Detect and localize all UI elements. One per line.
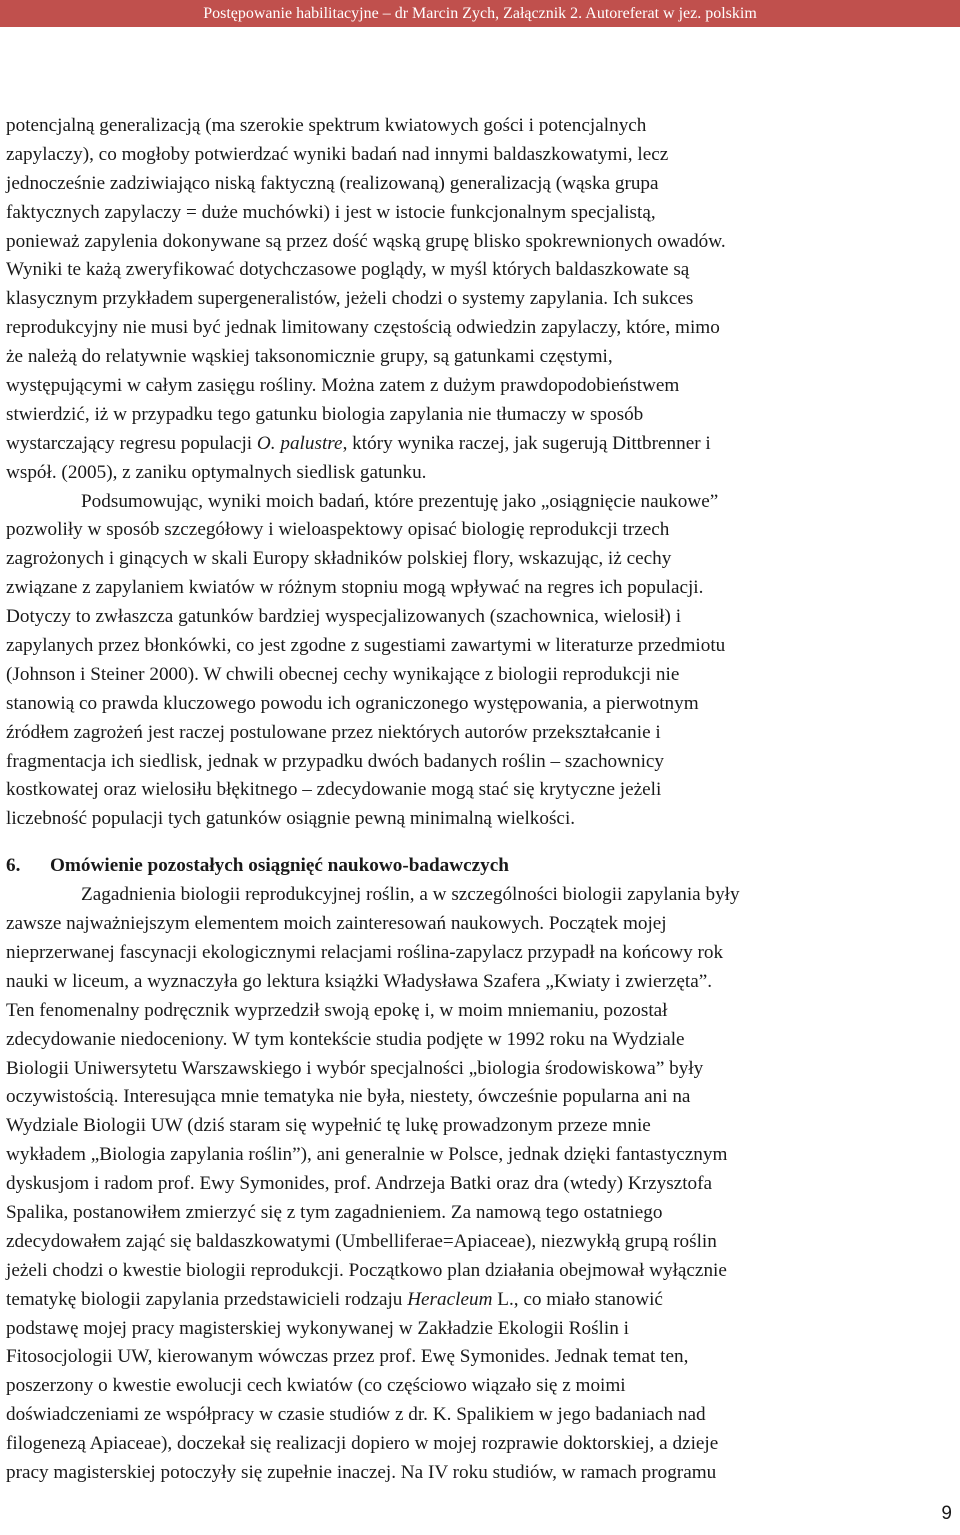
text-line: fragmentacja ich siedlisk, jednak w przypadku dwóch badanych roślin – szachownicy [6, 750, 665, 772]
text-segment: tematykę biologii zapylania przedstawicieli rodzaju [6, 1288, 408, 1310]
document-header [0, 0, 960, 27]
text-line: pracy magisterskiej potoczyły się zupełnie inaczej. Na IV roku studiów, w ramach programu [6, 1461, 717, 1483]
text-line: zawsze najważniejszym elementem moich zainteresowań naukowych. Początek mojej [6, 913, 667, 935]
text-line: występującymi w całym zasięgu rośliny. Można zatem z dużym prawdopodobieństwem [6, 375, 680, 397]
text-line: wykładem „Biologia zapylania roślin”), ani generalnie w Polsce, jednak dzięki fantastycznym [6, 1144, 728, 1166]
text-line: jednocześnie zadziwiająco niską faktyczną (realizowaną) generalizacją (wąska grupa [6, 172, 659, 194]
text-line: jeżeli chodzi o kwestie biologii reprodukcji. Początkowo plan działania obejmował wyłącznie [6, 1259, 727, 1281]
text-line: nauki w liceum, a wyznaczyła go lektura książki Władysława Szafera „Kwiaty i zwierzęta”. [6, 970, 713, 992]
text-line: Wyniki te każą zweryfikować dotychczasowe poglądy, w myśl których baldaszkowate są [6, 259, 690, 281]
text-segment: L., co miało stanowić [492, 1288, 663, 1310]
text-line: klasycznym przykładem supergeneralistów, jeżeli chodzi o systemy zapylania. Ich sukces [6, 288, 694, 310]
text-line: Fitosocjologii UW, kierowanym wówczas przez prof. Ewę Symonides. Jednak temat ten, [6, 1346, 689, 1368]
text-line: nieprzerwanej fascynacji ekologicznymi relacjami roślina-zapylacz przypadł na końcowy rok [6, 941, 724, 963]
section-title: Omówienie pozostałych osiągnięć naukowo-badawczych [50, 855, 509, 877]
species-name: O. palustre [256, 432, 343, 454]
paragraph-pollination-generalization [6, 112, 954, 488]
text-segment: wystarczający regresu populacji [6, 432, 257, 454]
text-line-with-species [6, 430, 954, 459]
text-line: dyskusjom i radom prof. Ewy Symonides, prof. Andrzeja Batki oraz dra (wtedy) Krzysztofa [6, 1173, 713, 1195]
text-line: (Johnson i Steiner 2000). W chwili obecnej cechy wynikające z biologii reprodukcji nie [6, 663, 680, 685]
text-line: doświadczeniami ze współpracy w czasie studiów z dr. K. Spalikiem w jego badaniach nad [6, 1404, 706, 1426]
text-line: filogenezą Apiaceae), doczekał się realizacji dopiero w mojej rozprawie doktorskiej, a dzieje [6, 1433, 719, 1455]
text-line: pozwoliły w sposób szczegółowy i wieloaspektowy opisać biologię reprodukcji trzech [6, 519, 670, 541]
text-line: podstawę mojej pracy magisterskiej wykonywanej w Zakładzie Ekologii Roślin i [6, 1317, 629, 1339]
text-line: współ. (2005), z zaniku optymalnych siedlisk gatunku. [6, 461, 427, 483]
text-line: reprodukcyjny nie musi być jednak limitowany częstością odwiedzin zapylaczy, które, mimo [6, 317, 720, 339]
text-line: zagrożonych i ginących w skali Europy składników polskiej flory, wskazując, iż cechy [6, 548, 672, 570]
text-line: potencjalną generalizacją (ma szerokie spektrum kwiatowych gości i potencjalnych [6, 115, 647, 136]
text-line: zdecydowałem zająć się baldaszkowatymi (Umbelliferae=Apiaceae), niezwykłą grupą roślin [6, 1230, 717, 1252]
text-line: stwierdzić, iż w przypadku tego gatunku biologia zapylania nie tłumaczy w sposób [6, 403, 644, 425]
section-spacer [6, 834, 954, 852]
text-line: stanowią co prawda kluczowego powodu ich ograniczonego występowania, a pierwotnym [6, 692, 699, 714]
text-line: zapylaczy), co mogłoby potwierdzać wyniki badań nad innymi baldaszkowatymi, lecz [6, 143, 669, 165]
text-line-with-genus [6, 1286, 954, 1315]
paragraph-research-background [6, 881, 954, 1488]
page-number: 9 [941, 1503, 952, 1524]
section-heading [6, 852, 954, 881]
text-line: faktycznych zapylaczy = duże muchówki) i jest w istocie funkcjonalnym specjalistą, [6, 201, 656, 223]
text-line: liczebność populacji tych gatunków osiągnie pewną minimalną wielkości. [6, 808, 576, 830]
paragraph-summary [6, 488, 954, 835]
header-title: Postępowanie habilitacyjne – dr Marcin Zych, Załącznik 2. Autoreferat w jez. polskim [203, 5, 757, 22]
text-line: zapylanych przez błonkówki, co jest zgodne z sugestiami zawartymi w literaturze przedmiotu [6, 635, 726, 657]
text-line: związane z zapylaniem kwiatów w różnym stopniu mogą wpływać na regres ich populacji. [6, 577, 704, 599]
text-line: ponieważ zapylenia dokonywane są przez dość wąską grupę blisko spokrewnionych owadów. [6, 230, 726, 252]
text-segment: Zagadnienia biologii reprodukcyjnej roślin, a w szczególności biologii zapylania były [81, 884, 740, 906]
text-line: kostkowatej oraz wielosiłu błękitnego – zdecydowanie mogą stać się krytyczne jeżeli [6, 779, 662, 801]
document-body [6, 112, 954, 1488]
text-line: Dotyczy to zwłaszcza gatunków bardziej wyspecjalizowanych (szachownica, wielosił) i [6, 606, 682, 628]
text-line: poszerzony o kwestie ewolucji cech kwiatów (co częściowo wiązało się z moimi [6, 1375, 626, 1397]
text-line [6, 488, 954, 517]
text-line [6, 881, 954, 910]
text-segment: Podsumowując, wyniki moich badań, które prezentuję jako „osiągnięcie naukowe” [81, 490, 719, 512]
section-number: 6. [6, 855, 21, 877]
text-line: Biologii Uniwersytetu Warszawskiego i wybór specjalności „biologia środowiskowa” były [6, 1057, 704, 1079]
genus-name: Heracleum [407, 1288, 493, 1310]
text-line: że należą do relatywnie wąskiej taksonomicznie grupy, są gatunkami częstymi, [6, 346, 613, 368]
text-line: Spalika, postanowiłem zmierzyć się z tym zagadnieniem. Za namową tego ostatniego [6, 1201, 663, 1223]
text-line: Wydziale Biologii UW (dziś staram się wypełnić tę lukę prowadzonym przeze mnie [6, 1115, 651, 1137]
text-line: zdecydowanie niedoceniony. W tym kontekście studia podjęte w 1992 roku na Wydziale [6, 1028, 685, 1050]
text-line: źródłem zagrożeń jest raczej postulowane przez niektórych autorów przekształcanie i [6, 721, 661, 743]
text-line: oczywistością. Interesująca mnie tematyka nie była, niestety, ówcześnie popularna ani na [6, 1086, 691, 1108]
text-line: Ten fenomenalny podręcznik wyprzedził swoją epokę i, w moim mniemaniu, pozostał [6, 999, 668, 1021]
text-segment: , który wynika raczej, jak sugerują Dittbrenner i [342, 432, 711, 454]
